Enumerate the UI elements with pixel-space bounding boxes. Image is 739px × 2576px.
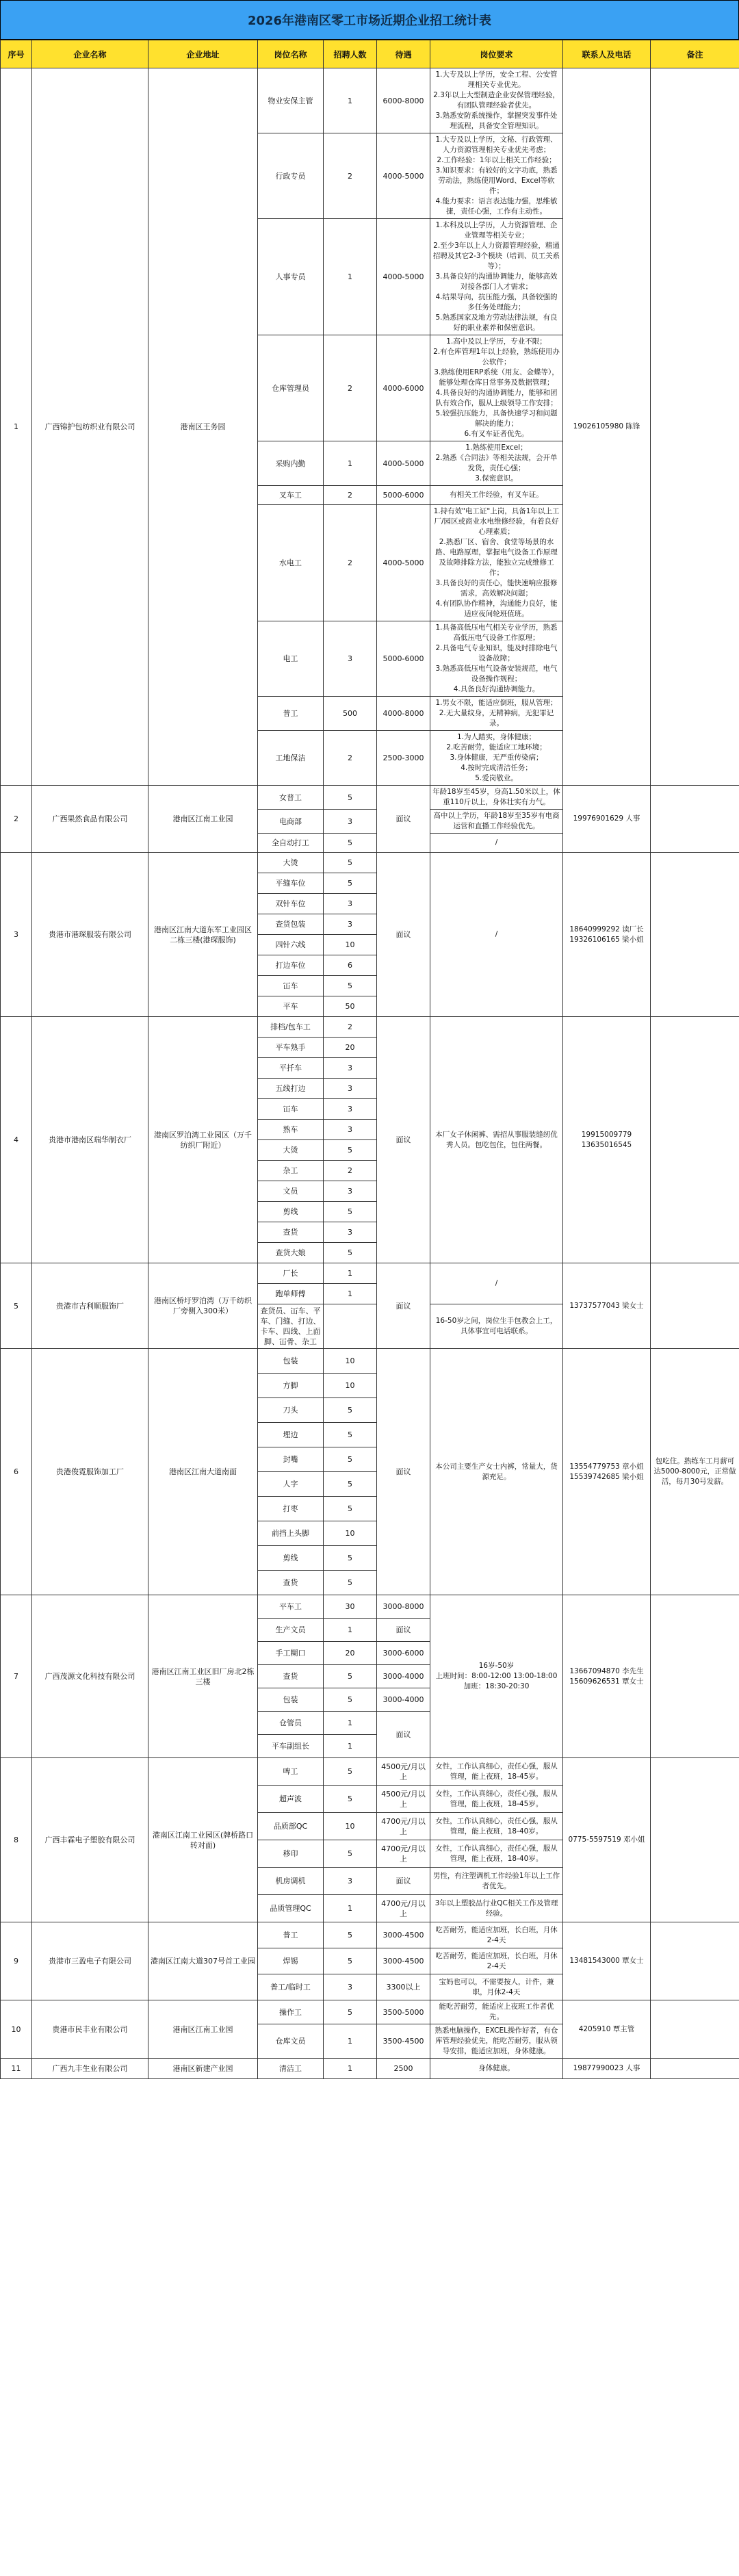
company-address: 港南区江南工业园 <box>148 2000 258 2059</box>
company-address: 港南区江南工业园 <box>148 786 258 853</box>
job-requirements: 身体健康。 <box>430 2059 563 2079</box>
company-contact: 13667094870 李先生 15609626531 覃女士 <box>563 1595 651 1758</box>
job-title: 杂工 <box>258 1161 324 1181</box>
job-title: 查货 <box>258 1571 324 1595</box>
job-count: 2 <box>324 335 377 441</box>
row-number: 8 <box>1 1758 32 1922</box>
job-count: 3 <box>324 1181 377 1202</box>
job-count: 2 <box>324 486 377 505</box>
job-pay: 3500-5000 <box>377 2000 430 2024</box>
job-title: 仓库管理员 <box>258 335 324 441</box>
job-title: 包装 <box>258 1688 324 1712</box>
job-count: 5 <box>324 1948 377 1974</box>
job-count: 10 <box>324 1521 377 1546</box>
company-address: 港南区江南大道南面 <box>148 1349 258 1595</box>
job-count: 6 <box>324 955 377 976</box>
job-pay: 3000-4000 <box>377 1688 430 1712</box>
job-pay: 面议 <box>377 1712 430 1758</box>
job-count: 1 <box>324 68 377 133</box>
company-contact: 13554779753 章小姐 15539742685 梁小姐 <box>563 1349 651 1595</box>
job-requirements: 1.男女不限，能适应倒班，服从管理； 2.无大量纹身，无精神病，无犯罪记录。 <box>430 697 563 731</box>
job-title: 平车副组长 <box>258 1735 324 1758</box>
job-title: 平车工 <box>258 1595 324 1619</box>
job-title: 剪线 <box>258 1202 324 1222</box>
job-pay: 4000-6000 <box>377 335 430 441</box>
job-requirements: 能吃苦耐劳，能适应上夜班工作者优先。 <box>430 2000 563 2024</box>
company-name: 广西九丰生业有限公司 <box>32 2059 148 2079</box>
company-contact: 13481543000 覃女士 <box>563 1922 651 2000</box>
job-count: 5 <box>324 1243 377 1263</box>
job-count: 5 <box>324 1398 377 1423</box>
job-count: 3 <box>324 1974 377 2000</box>
company-contact: 19877990023 人事 <box>563 2059 651 2079</box>
job-title: 查货 <box>258 1665 324 1688</box>
company-contact: 4205910 覃主管 <box>563 2000 651 2059</box>
job-count: 3 <box>324 621 377 697</box>
row-number: 3 <box>1 853 32 1017</box>
job-title: 生产文员 <box>258 1619 324 1642</box>
company-name: 贵港市吉利顺服饰厂 <box>32 1263 148 1349</box>
job-pay: 面议 <box>377 853 430 1017</box>
table-row <box>1 1349 739 1374</box>
company-name: 贵港俊霓服饰加工厂 <box>32 1349 148 1595</box>
job-requirements: 女性，工作认真细心，责任心强，服从管理，能上夜班，18-45岁。 <box>430 1786 563 1813</box>
job-title: 水电工 <box>258 505 324 621</box>
job-count: 5 <box>324 1571 377 1595</box>
job-count: 5 <box>324 786 377 810</box>
row-number: 9 <box>1 1922 32 2000</box>
remark <box>651 786 739 853</box>
job-pay: 面议 <box>377 1263 430 1349</box>
table-row <box>1 1595 739 1619</box>
job-title: 查货 <box>258 1222 324 1243</box>
job-title: 五线打边 <box>258 1079 324 1099</box>
job-requirements: 宝妈也可以，不需要按人，计件，兼职，月休2-4天 <box>430 1974 563 2000</box>
job-count: 3 <box>324 1099 377 1120</box>
job-count: 10 <box>324 935 377 955</box>
job-title: 大烫 <box>258 1140 324 1161</box>
job-pay: 3000-4000 <box>377 1665 430 1688</box>
job-count: 2 <box>324 1017 377 1038</box>
table-row <box>1 2059 739 2079</box>
job-count <box>324 1304 377 1349</box>
job-title: 冚车 <box>258 1099 324 1120</box>
job-count: 5 <box>324 853 377 873</box>
remark <box>651 1263 739 1349</box>
job-title: 平扦车 <box>258 1058 324 1079</box>
company-address: 港南区罗泊湾工业园区（万千纺织厂附近） <box>148 1017 258 1263</box>
col-header-job: 岗位名称 <box>258 40 324 68</box>
table-body <box>1 68 739 2079</box>
job-count: 3 <box>324 894 377 914</box>
row-number: 2 <box>1 786 32 853</box>
job-count: 1 <box>324 219 377 335</box>
job-pay: 4700元/月以上 <box>377 1840 430 1868</box>
job-requirements: 1.具备高低压电气相关专业学历，熟悉高低压电气设备工作原理； 2.具备电气专业知识，能及时排除电气设备故障； 3.熟悉高低压电气设备安装规范，电气设备操作规程； 4.具备良好沟通协调能力。 <box>430 621 563 697</box>
job-title: 平车 <box>258 996 324 1017</box>
job-title: 行政专员 <box>258 133 324 219</box>
company-name: 贵港市港南区瑞华制衣厂 <box>32 1017 148 1263</box>
job-count: 5 <box>324 1665 377 1688</box>
company-address: 港南区江南工业园区(牌桥路口转对面) <box>148 1758 258 1922</box>
job-count: 5 <box>324 1423 377 1447</box>
job-requirements: 1.熟练使用Excel； 2.熟悉《合同法》等相关法规，会开单发货，责任心强； 3.保密意识。 <box>430 441 563 486</box>
job-count: 1 <box>324 1263 377 1284</box>
col-header-requirements: 岗位要求 <box>430 40 563 68</box>
job-title: 啤工 <box>258 1758 324 1786</box>
job-pay: 3000-6000 <box>377 1642 430 1665</box>
job-title: 双针车位 <box>258 894 324 914</box>
job-title: 打枣 <box>258 1497 324 1521</box>
table-row <box>1 853 739 873</box>
company-name: 贵港市三盈电子有限公司 <box>32 1922 148 2000</box>
company-name: 广西茂源文化科技有限公司 <box>32 1595 148 1758</box>
job-count: 10 <box>324 1813 377 1840</box>
col-header-count: 招聘人数 <box>324 40 377 68</box>
company-address: 港南区江南工业区旧厂房北2栋三楼 <box>148 1595 258 1758</box>
company-name: 广西锦护包纺织业有限公司 <box>32 68 148 786</box>
company-contact: 0775-5597519 邓小姐 <box>563 1758 651 1922</box>
job-title: 前挡上头脚 <box>258 1521 324 1546</box>
job-count: 5 <box>324 1786 377 1813</box>
table-row <box>1 1922 739 1948</box>
job-title: 查货大娘 <box>258 1243 324 1263</box>
job-pay: 5000-6000 <box>377 621 430 697</box>
col-header-contact: 联系人及电话 <box>563 40 651 68</box>
job-count: 20 <box>324 1038 377 1058</box>
job-count: 3 <box>324 1222 377 1243</box>
job-pay: 面议 <box>377 1017 430 1263</box>
job-title: 查货包装 <box>258 914 324 935</box>
job-count: 1 <box>324 2024 377 2059</box>
job-count: 5 <box>324 873 377 894</box>
job-title: 包装 <box>258 1349 324 1374</box>
job-count: 5 <box>324 1758 377 1786</box>
job-count: 1 <box>324 1619 377 1642</box>
col-header-note: 备注 <box>651 40 739 68</box>
table-row <box>1 1263 739 1284</box>
col-header-company: 企业名称 <box>32 40 148 68</box>
company-address: 港南区江南大道307号首工业园 <box>148 1922 258 2000</box>
company-address: 港南区江南大道东军工业园区二栋三楼(港琛服饰) <box>148 853 258 1017</box>
job-title: 叉车工 <box>258 486 324 505</box>
job-count: 3 <box>324 914 377 935</box>
job-requirements: 16-50岁之间，岗位生手包教会上工，具体事宜可电话联系。 <box>430 1304 563 1349</box>
job-requirements: 1.高中及以上学历，专业不限； 2.有仓库管理1年以上经验，熟练使用办公软件； 3.熟练使用ERP系统（用友、金蝶等），能够处理仓库日常事务及数据管理； 4.具备良好的沟通协调能力，能够和团队有效合作，服从上级领导工作安排； 5.较强抗压能力，具备快速学习和问题解决的能力； 6.有叉车证者优先。 <box>430 335 563 441</box>
job-pay: 5000-6000 <box>377 486 430 505</box>
job-pay: 4500元/月以上 <box>377 1786 430 1813</box>
job-pay: 4500元/月以上 <box>377 1758 430 1786</box>
job-title: 文员 <box>258 1181 324 1202</box>
job-title: 仓管员 <box>258 1712 324 1735</box>
job-count: 5 <box>324 1447 377 1472</box>
job-title: 平缝车位 <box>258 873 324 894</box>
job-title: 普工 <box>258 697 324 731</box>
company-address: 港南区新建产业园 <box>148 2059 258 2079</box>
remark <box>651 2000 739 2059</box>
remark <box>651 2059 739 2079</box>
job-count: 3 <box>324 1058 377 1079</box>
row-number: 11 <box>1 2059 32 2079</box>
job-requirements: 男性，有注塑调机工作经验1年以上工作者优先。 <box>430 1868 563 1895</box>
job-title: 刀头 <box>258 1398 324 1423</box>
job-count: 5 <box>324 1922 377 1948</box>
job-count: 10 <box>324 1374 377 1398</box>
job-pay: 4000-5000 <box>377 505 430 621</box>
job-title: 移印 <box>258 1840 324 1868</box>
job-count: 2 <box>324 505 377 621</box>
job-pay: 4000-5000 <box>377 441 430 486</box>
job-pay: 3000-4500 <box>377 1922 430 1948</box>
job-count: 1 <box>324 2059 377 2079</box>
job-count: 5 <box>324 976 377 996</box>
job-pay: 4000-8000 <box>377 697 430 731</box>
job-title: 剪线 <box>258 1546 324 1571</box>
table-row <box>1 1758 739 1786</box>
job-requirements: 1.大专及以上学历，文秘、行政管理、人力资源管理相关专业优先考虑； 2.工作经验：1年以上相关工作经验； 3.知识要求：有较好的文字功底，熟悉劳动法，熟练使用Word、Excel等软件； 4.能力要求：语言表达能力强，思维敏捷，责任心强，工作有主动性。 <box>430 133 563 219</box>
job-requirements: 女性，工作认真细心，责任心强，服从管理，能上夜班，18-40岁。 <box>430 1840 563 1868</box>
job-title: 物业安保主管 <box>258 68 324 133</box>
company-name: 贵港市港琛服装有限公司 <box>32 853 148 1017</box>
job-pay: 6000-8000 <box>377 68 430 133</box>
job-pay: 2500-3000 <box>377 731 430 786</box>
row-number: 1 <box>1 68 32 786</box>
remark <box>651 1922 739 2000</box>
job-title: 清洁工 <box>258 2059 324 2079</box>
job-title: 封嘴 <box>258 1447 324 1472</box>
job-requirements: 年龄18岁至45岁，身高1.50米以上，体重110斤以上，身体壮实有力气。 <box>430 786 563 810</box>
job-title: 采购内勤 <box>258 441 324 486</box>
job-count: 1 <box>324 441 377 486</box>
job-pay: 3500-4500 <box>377 2024 430 2059</box>
job-title: 查货员、冚车、平车、门缝、打边、卡车、四线、上面脚、冚骨、杂工 <box>258 1304 324 1349</box>
job-title: 女普工 <box>258 786 324 810</box>
col-header-no: 序号 <box>1 40 32 68</box>
job-requirements: 吃苦耐劳，能适应加班，长白班，月休2-4天 <box>430 1922 563 1948</box>
job-title: 手工糊口 <box>258 1642 324 1665</box>
job-pay: 4000-5000 <box>377 133 430 219</box>
company-contact: 13737577043 梁女士 <box>563 1263 651 1349</box>
job-count: 2 <box>324 133 377 219</box>
job-pay: 面议 <box>377 1619 430 1642</box>
job-requirements: 16岁-50岁 上班时间：8:00-12:00 13:00-18:00 加班：18:30-20:30 <box>430 1595 563 1758</box>
job-title: 普工 <box>258 1922 324 1948</box>
job-title: 操作工 <box>258 2000 324 2024</box>
row-number: 4 <box>1 1017 32 1263</box>
job-requirements: / <box>430 853 563 1017</box>
company-address: 港南区王务园 <box>148 68 258 786</box>
job-title: 普工/临时工 <box>258 1974 324 2000</box>
job-title: 仓库文员 <box>258 2024 324 2059</box>
job-title: 方脚 <box>258 1374 324 1398</box>
job-requirements: 女性，工作认真细心，责任心强，服从管理，能上夜班，18-40岁。 <box>430 1813 563 1840</box>
header-row <box>1 40 739 68</box>
job-count: 1 <box>324 1284 377 1304</box>
job-count: 1 <box>324 1712 377 1735</box>
company-name: 贵港市民丰业有限公司 <box>32 2000 148 2059</box>
job-pay: 3000-4500 <box>377 1948 430 1974</box>
page-title: 2026年港南区零工市场近期企业招工统计表 <box>0 0 739 40</box>
col-header-address: 企业地址 <box>148 40 258 68</box>
job-pay: 3000-8000 <box>377 1595 430 1619</box>
remark <box>651 1595 739 1758</box>
job-pay: 面议 <box>377 1868 430 1895</box>
job-count: 10 <box>324 1349 377 1374</box>
job-pay: 4700元/月以上 <box>377 1895 430 1922</box>
remark <box>651 1017 739 1263</box>
remark: 包吃住。熟练车工月薪可达5000-8000元，正常做活，每月30号发薪。 <box>651 1349 739 1595</box>
job-title: 焊锡 <box>258 1948 324 1974</box>
job-count: 3 <box>324 810 377 834</box>
job-title: 工地保洁 <box>258 731 324 786</box>
job-count: 1 <box>324 1735 377 1758</box>
job-requirements: 熟悉电脑操作，EXCEL操作好者，有仓库管理经验优先，能吃苦耐劳，服从领导安排，能适应加班，身体健康。 <box>430 2024 563 2059</box>
job-pay: 3300以上 <box>377 1974 430 2000</box>
job-requirements: 1.大专及以上学历，安全工程、公安管理相关专业优先。 2.3年以上大型制造企业安保管理经验，有团队管理经验者优先。 3.熟悉安防系统操作，掌握突发事件处理流程，具备安全管理知识。 <box>430 68 563 133</box>
job-count: 20 <box>324 1642 377 1665</box>
job-title: 平车熟手 <box>258 1038 324 1058</box>
job-requirements: 女性，工作认真细心，责任心强，服从管理，能上夜班，18-45岁。 <box>430 1758 563 1786</box>
job-title: 大烫 <box>258 853 324 873</box>
job-count: 5 <box>324 1840 377 1868</box>
job-requirements: 本公司主要生产女士内裤，常量大，货源充足。 <box>430 1349 563 1595</box>
row-number: 5 <box>1 1263 32 1349</box>
job-count: 5 <box>324 1546 377 1571</box>
job-count: 5 <box>324 2000 377 2024</box>
table-row <box>1 1017 739 1038</box>
job-title: 打边车位 <box>258 955 324 976</box>
job-count: 30 <box>324 1595 377 1619</box>
company-contact: 18640999292 读厂长 19326106165 梁小姐 <box>563 853 651 1017</box>
job-count: 5 <box>324 1140 377 1161</box>
job-title: 排档/包车工 <box>258 1017 324 1038</box>
job-requirements: 本厂女子休闲裤、需招从事服装缝纫优秀人员。包吃包住，包住两餐。 <box>430 1017 563 1263</box>
remark <box>651 853 739 1017</box>
job-count: 2 <box>324 731 377 786</box>
job-title: 埋边 <box>258 1423 324 1447</box>
row-number: 6 <box>1 1349 32 1595</box>
job-title: 人事专员 <box>258 219 324 335</box>
job-requirements: 高中以上学历，年龄18岁至35岁有电商运营和直播工作经验优先。 <box>430 810 563 834</box>
job-pay: 4000-5000 <box>377 219 430 335</box>
company-contact: 19915009779 13635016545 <box>563 1017 651 1263</box>
job-title: 超声波 <box>258 1786 324 1813</box>
job-count: 1 <box>324 1895 377 1922</box>
row-number: 7 <box>1 1595 32 1758</box>
table-row <box>1 68 739 133</box>
job-count: 5 <box>324 834 377 853</box>
job-pay: 面议 <box>377 1349 430 1595</box>
job-pay: 2500 <box>377 2059 430 2079</box>
job-count: 3 <box>324 1868 377 1895</box>
job-title: 厂长 <box>258 1263 324 1284</box>
job-title: 品质管理QC <box>258 1895 324 1922</box>
job-count: 5 <box>324 1497 377 1521</box>
job-requirements: 1.持有效"电工证"上岗，具备1年以上工厂/园区或商业水电维修经验，有着良好心理素质； 2.熟悉厂区、宿舍、食堂等场景的水路、电路原理，掌握电气设备工作原理及故障排除方法，能独立完成维修工作； 3.具备良好的责任心，能快速响应报修需求，高效解决问题； 4.有团队协作精神，沟通能力良好，能适应夜间轮班值班。 <box>430 505 563 621</box>
table-row <box>1 2000 739 2024</box>
job-count: 5 <box>324 1688 377 1712</box>
job-requirements: 1.为人踏实，身体健康； 2.吃苦耐劳，能适应工地环境； 3.身体健康，无严重传染病； 4.按时完成清洁任务； 5.爱岗敬业。 <box>430 731 563 786</box>
job-title: 跑单师傅 <box>258 1284 324 1304</box>
job-count: 5 <box>324 1472 377 1497</box>
table-row <box>1 786 739 810</box>
job-count: 3 <box>324 1079 377 1099</box>
row-number: 10 <box>1 2000 32 2059</box>
job-title: 电商部 <box>258 810 324 834</box>
job-title: 品质部QC <box>258 1813 324 1840</box>
job-requirements: 1.本科及以上学历，人力资源管理、企业管理等相关专业； 2.至少3年以上人力资源管理经验，精通招聘及其它2-3个模块（培训、员工关系等）； 3.具备良好的沟通协调能力，能够高效对接各部门人才需求； 4.结果导向，抗压能力强，具备较强的多任务处理能力； 5.熟悉国家及地方劳动法律法规，有良好的职业素养和保密意识。 <box>430 219 563 335</box>
company-name: 广西丰霖电子塑胶有限公司 <box>32 1758 148 1922</box>
job-title: 四针六线 <box>258 935 324 955</box>
job-requirements: 有相关工作经验，有叉车证。 <box>430 486 563 505</box>
job-title: 机房调机 <box>258 1868 324 1895</box>
company-contact: 19976901629 人事 <box>563 786 651 853</box>
job-pay: 面议 <box>377 786 430 853</box>
job-count: 500 <box>324 697 377 731</box>
col-header-pay: 待遇 <box>377 40 430 68</box>
company-contact: 19026105980 陈锋 <box>563 68 651 786</box>
company-name: 广西果然食品有限公司 <box>32 786 148 853</box>
job-requirements: / <box>430 834 563 853</box>
job-count: 50 <box>324 996 377 1017</box>
job-count: 2 <box>324 1161 377 1181</box>
job-count: 5 <box>324 1202 377 1222</box>
job-requirements: 吃苦耐劳，能适应加班，长白班，月休2-4天 <box>430 1948 563 1974</box>
job-title: 熟车 <box>258 1120 324 1140</box>
remark <box>651 68 739 786</box>
job-title: 全自动打工 <box>258 834 324 853</box>
job-requirements: / <box>430 1263 563 1304</box>
job-count: 3 <box>324 1120 377 1140</box>
remark <box>651 1758 739 1922</box>
job-pay: 4700元/月以上 <box>377 1813 430 1840</box>
job-title: 电工 <box>258 621 324 697</box>
job-title: 冚车 <box>258 976 324 996</box>
job-requirements: 3年以上塑胶品行业QC相关工作及管理经验。 <box>430 1895 563 1922</box>
recruitment-table <box>0 40 739 2079</box>
job-title: 人字 <box>258 1472 324 1497</box>
company-address: 港南区桥圩罗泊湾（万千纺织厂旁侧入300米） <box>148 1263 258 1349</box>
